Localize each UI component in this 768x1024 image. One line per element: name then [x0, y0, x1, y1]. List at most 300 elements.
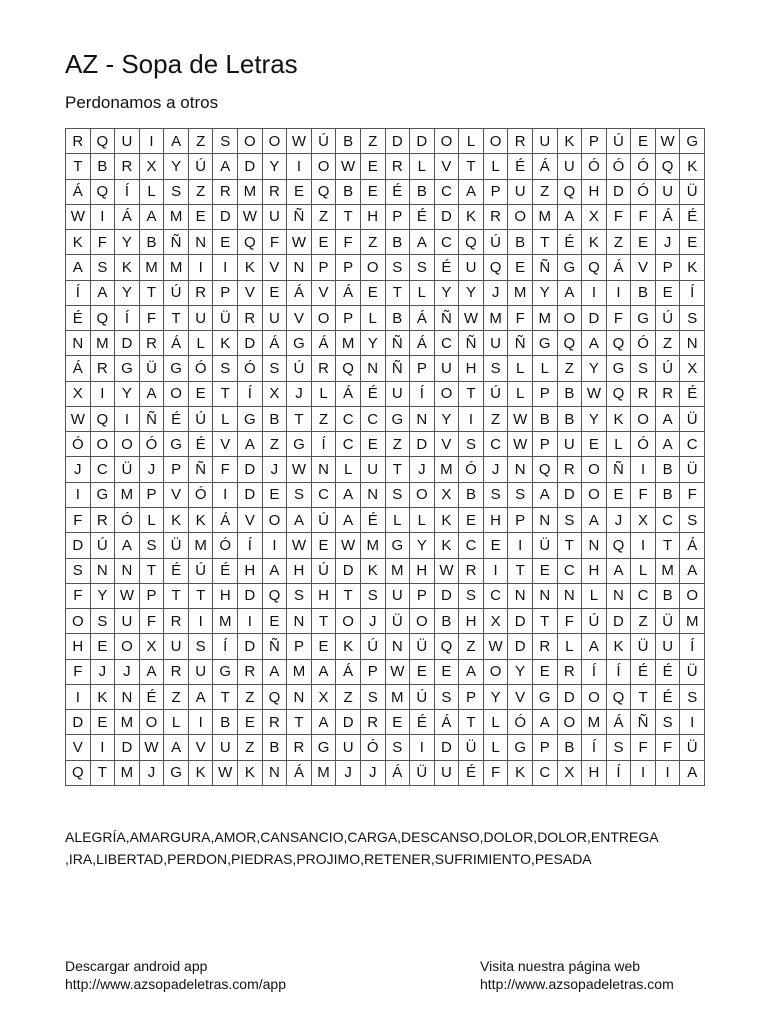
grid-cell: O: [558, 306, 583, 331]
grid-cell: Ú: [312, 559, 337, 584]
grid-cell: B: [656, 457, 681, 482]
grid-cell: G: [164, 761, 189, 786]
grid-cell: Ü: [631, 634, 656, 659]
grid-cell: Á: [656, 205, 681, 230]
grid-cell: R: [386, 154, 411, 179]
grid-cell: C: [312, 483, 337, 508]
grid-cell: Q: [263, 685, 288, 710]
grid-cell: Y: [435, 407, 460, 432]
grid-cell: X: [631, 508, 656, 533]
grid-cell: I: [189, 255, 214, 280]
grid-cell: S: [656, 710, 681, 735]
grid-cell: Í: [680, 281, 705, 306]
grid-cell: E: [607, 483, 632, 508]
grid-cell: I: [631, 533, 656, 558]
grid-cell: O: [582, 685, 607, 710]
grid-cell: B: [459, 483, 484, 508]
grid-cell: A: [680, 761, 705, 786]
grid-cell: Q: [91, 407, 116, 432]
grid-cell: Ñ: [533, 255, 558, 280]
grid-cell: R: [238, 306, 263, 331]
grid-cell: E: [631, 129, 656, 154]
grid-cell: M: [386, 685, 411, 710]
grid-cell: K: [361, 559, 386, 584]
grid-cell: Ü: [680, 407, 705, 432]
grid-cell: O: [631, 407, 656, 432]
grid-cell: Ü: [680, 457, 705, 482]
grid-cell: J: [91, 660, 116, 685]
grid-cell: É: [680, 205, 705, 230]
grid-cell: T: [140, 559, 165, 584]
grid-cell: G: [680, 129, 705, 154]
grid-cell: Ó: [607, 154, 632, 179]
grid-cell: V: [312, 281, 337, 306]
grid-cell: V: [164, 483, 189, 508]
grid-cell: Ü: [410, 761, 435, 786]
grid-cell: Ó: [238, 356, 263, 381]
grid-cell: G: [386, 407, 411, 432]
grid-cell: I: [263, 533, 288, 558]
grid-cell: F: [607, 306, 632, 331]
grid-cell: M: [680, 609, 705, 634]
footer-android-label: Descargar android app: [65, 958, 208, 974]
grid-cell: B: [140, 230, 165, 255]
grid-cell: Í: [607, 660, 632, 685]
grid-cell: Á: [607, 255, 632, 280]
grid-cell: K: [115, 255, 140, 280]
grid-cell: Í: [238, 382, 263, 407]
grid-cell: Q: [91, 306, 116, 331]
grid-cell: R: [115, 154, 140, 179]
grid-cell: N: [115, 685, 140, 710]
grid-cell: E: [533, 559, 558, 584]
grid-cell: Q: [336, 356, 361, 381]
grid-cell: C: [91, 457, 116, 482]
word-list-line-2: ,IRA,LIBERTAD,PERDON,PIEDRAS,PROJIMO,RETENER,SUFRIMIENTO,PESADA: [65, 851, 592, 867]
grid-cell: X: [312, 685, 337, 710]
grid-cell: R: [459, 559, 484, 584]
grid-cell: É: [164, 559, 189, 584]
word-list-line-1: ALEGRÍA,AMARGURA,AMOR,CANSANCIO,CARGA,DESCANSO,DOLOR,DOLOR,ENTREGA: [65, 829, 659, 845]
grid-cell: U: [361, 457, 386, 482]
grid-cell: D: [238, 634, 263, 659]
grid-cell: Q: [66, 761, 91, 786]
grid-cell: Z: [189, 129, 214, 154]
grid-cell: L: [631, 559, 656, 584]
grid-cell: N: [361, 483, 386, 508]
grid-cell: Q: [582, 255, 607, 280]
grid-cell: S: [631, 356, 656, 381]
footer-web: [480, 957, 674, 993]
grid-cell: C: [558, 559, 583, 584]
grid-cell: V: [213, 432, 238, 457]
grid-cell: E: [263, 483, 288, 508]
grid-cell: U: [435, 761, 460, 786]
grid-cell: H: [66, 634, 91, 659]
grid-cell: Ú: [287, 356, 312, 381]
grid-cell: P: [336, 255, 361, 280]
grid-cell: J: [115, 660, 140, 685]
grid-cell: N: [607, 584, 632, 609]
grid-cell: W: [287, 533, 312, 558]
grid-cell: P: [287, 634, 312, 659]
grid-cell: Y: [115, 382, 140, 407]
grid-cell: É: [508, 154, 533, 179]
grid-cell: R: [140, 331, 165, 356]
grid-cell: K: [435, 508, 460, 533]
grid-cell: É: [213, 559, 238, 584]
grid-cell: X: [263, 382, 288, 407]
grid-cell: É: [164, 407, 189, 432]
grid-cell: I: [91, 735, 116, 760]
grid-cell: S: [213, 129, 238, 154]
grid-cell: Á: [66, 180, 91, 205]
grid-cell: L: [410, 154, 435, 179]
grid-cell: W: [213, 761, 238, 786]
grid-cell: K: [336, 634, 361, 659]
grid-cell: L: [558, 634, 583, 659]
grid-cell: S: [213, 356, 238, 381]
grid-cell: F: [508, 306, 533, 331]
grid-cell: I: [508, 533, 533, 558]
grid-cell: J: [361, 609, 386, 634]
grid-cell: L: [508, 382, 533, 407]
grid-cell: N: [386, 634, 411, 659]
grid-cell: A: [410, 230, 435, 255]
grid-cell: C: [459, 533, 484, 558]
grid-cell: U: [386, 382, 411, 407]
grid-cell: Ü: [213, 306, 238, 331]
grid-cell: Q: [533, 457, 558, 482]
grid-cell: I: [91, 382, 116, 407]
grid-cell: M: [140, 255, 165, 280]
grid-cell: E: [189, 382, 214, 407]
grid-cell: B: [656, 584, 681, 609]
grid-cell: S: [680, 685, 705, 710]
grid-cell: D: [66, 710, 91, 735]
grid-cell: D: [435, 205, 460, 230]
grid-cell: S: [459, 432, 484, 457]
grid-cell: Q: [263, 584, 288, 609]
footer-android-link[interactable]: http://www.azsopadeletras.com/app: [65, 976, 287, 992]
grid-cell: X: [680, 356, 705, 381]
grid-cell: G: [164, 356, 189, 381]
grid-cell: E: [361, 180, 386, 205]
grid-cell: W: [386, 660, 411, 685]
grid-cell: Í: [607, 761, 632, 786]
grid-cell: P: [508, 508, 533, 533]
grid-cell: Ñ: [435, 306, 460, 331]
grid-cell: P: [533, 735, 558, 760]
grid-cell: Ó: [508, 710, 533, 735]
grid-cell: K: [680, 154, 705, 179]
grid-cell: P: [410, 584, 435, 609]
grid-cell: D: [238, 457, 263, 482]
grid-cell: T: [533, 609, 558, 634]
grid-cell: J: [656, 230, 681, 255]
page-subtitle: Perdonamos a otros: [65, 93, 219, 112]
grid-cell: E: [582, 432, 607, 457]
grid-cell: V: [238, 508, 263, 533]
grid-cell: R: [484, 205, 509, 230]
grid-cell: I: [410, 735, 435, 760]
grid-cell: U: [189, 306, 214, 331]
grid-cell: Z: [336, 685, 361, 710]
grid-cell: U: [656, 180, 681, 205]
grid-cell: A: [459, 660, 484, 685]
grid-cell: T: [213, 382, 238, 407]
grid-cell: U: [189, 660, 214, 685]
grid-cell: U: [533, 129, 558, 154]
grid-cell: T: [533, 230, 558, 255]
grid-cell: Q: [656, 154, 681, 179]
grid-cell: E: [238, 710, 263, 735]
grid-cell: Y: [484, 685, 509, 710]
grid-cell: Ú: [484, 230, 509, 255]
grid-cell: Ó: [631, 331, 656, 356]
grid-cell: B: [91, 154, 116, 179]
grid-cell: Á: [336, 660, 361, 685]
grid-cell: S: [386, 255, 411, 280]
grid-cell: W: [66, 407, 91, 432]
grid-cell: E: [91, 710, 116, 735]
grid-cell: F: [656, 735, 681, 760]
grid-cell: C: [435, 180, 460, 205]
grid-cell: Ó: [631, 154, 656, 179]
grid-cell: E: [312, 634, 337, 659]
grid-cell: I: [189, 710, 214, 735]
grid-cell: V: [66, 735, 91, 760]
grid-cell: M: [115, 710, 140, 735]
grid-cell: Z: [558, 356, 583, 381]
grid-cell: O: [508, 205, 533, 230]
grid-cell: Ú: [656, 356, 681, 381]
grid-cell: V: [238, 281, 263, 306]
grid-cell: A: [287, 508, 312, 533]
grid-cell: O: [361, 255, 386, 280]
grid-cell: N: [91, 559, 116, 584]
grid-cell: Q: [607, 685, 632, 710]
grid-cell: L: [484, 735, 509, 760]
grid-cell: F: [140, 306, 165, 331]
grid-cell: I: [656, 761, 681, 786]
grid-cell: M: [287, 660, 312, 685]
grid-cell: R: [508, 129, 533, 154]
grid-cell: B: [386, 306, 411, 331]
grid-cell: S: [287, 584, 312, 609]
grid-cell: N: [263, 761, 288, 786]
grid-cell: Z: [238, 735, 263, 760]
grid-cell: U: [263, 205, 288, 230]
grid-cell: G: [558, 255, 583, 280]
grid-cell: L: [607, 432, 632, 457]
grid-cell: T: [213, 685, 238, 710]
grid-cell: Z: [312, 407, 337, 432]
grid-cell: Ó: [459, 457, 484, 482]
grid-cell: O: [435, 382, 460, 407]
grid-cell: X: [582, 205, 607, 230]
grid-cell: E: [533, 660, 558, 685]
grid-cell: B: [508, 230, 533, 255]
grid-cell: O: [66, 609, 91, 634]
grid-cell: B: [435, 609, 460, 634]
grid-cell: C: [484, 584, 509, 609]
grid-cell: Á: [435, 710, 460, 735]
grid-cell: L: [484, 710, 509, 735]
grid-cell: Ó: [631, 180, 656, 205]
grid-cell: P: [533, 382, 558, 407]
grid-cell: G: [164, 432, 189, 457]
grid-cell: I: [66, 685, 91, 710]
grid-cell: Ú: [312, 508, 337, 533]
grid-cell: Z: [459, 634, 484, 659]
grid-cell: G: [213, 660, 238, 685]
grid-cell: D: [435, 735, 460, 760]
grid-cell: A: [582, 634, 607, 659]
grid-cell: T: [336, 205, 361, 230]
grid-cell: W: [484, 634, 509, 659]
grid-cell: W: [582, 382, 607, 407]
grid-cell: S: [558, 508, 583, 533]
grid-cell: O: [115, 634, 140, 659]
grid-cell: E: [484, 533, 509, 558]
grid-cell: F: [263, 230, 288, 255]
grid-cell: É: [361, 508, 386, 533]
grid-cell: B: [213, 710, 238, 735]
grid-cell: X: [558, 761, 583, 786]
grid-cell: E: [263, 609, 288, 634]
grid-cell: Ó: [115, 508, 140, 533]
grid-cell: Y: [115, 230, 140, 255]
grid-cell: V: [508, 685, 533, 710]
grid-cell: T: [459, 382, 484, 407]
grid-cell: W: [287, 230, 312, 255]
grid-cell: Ú: [484, 382, 509, 407]
grid-cell: Y: [164, 154, 189, 179]
grid-cell: O: [263, 129, 288, 154]
grid-cell: G: [312, 735, 337, 760]
grid-cell: S: [484, 483, 509, 508]
grid-cell: N: [287, 255, 312, 280]
grid-cell: W: [459, 306, 484, 331]
grid-cell: S: [484, 356, 509, 381]
grid-cell: H: [459, 356, 484, 381]
grid-cell: Ó: [189, 356, 214, 381]
grid-cell: Ñ: [631, 710, 656, 735]
grid-cell: A: [558, 205, 583, 230]
grid-cell: L: [361, 306, 386, 331]
grid-cell: T: [189, 584, 214, 609]
grid-cell: R: [238, 660, 263, 685]
grid-cell: U: [656, 634, 681, 659]
grid-cell: D: [582, 306, 607, 331]
grid-cell: M: [312, 761, 337, 786]
word-list: [65, 826, 715, 870]
grid-cell: E: [435, 660, 460, 685]
grid-cell: E: [631, 230, 656, 255]
grid-cell: U: [164, 634, 189, 659]
grid-cell: W: [140, 735, 165, 760]
grid-cell: A: [140, 382, 165, 407]
grid-cell: K: [558, 129, 583, 154]
grid-cell: Y: [263, 154, 288, 179]
grid-cell: D: [238, 154, 263, 179]
grid-cell: G: [508, 735, 533, 760]
grid-cell: T: [140, 281, 165, 306]
grid-cell: M: [386, 559, 411, 584]
grid-cell: U: [459, 255, 484, 280]
grid-cell: Ü: [656, 609, 681, 634]
grid-cell: U: [386, 584, 411, 609]
grid-cell: R: [189, 281, 214, 306]
grid-cell: C: [533, 761, 558, 786]
grid-cell: Á: [312, 331, 337, 356]
grid-cell: M: [164, 205, 189, 230]
grid-cell: U: [558, 154, 583, 179]
grid-cell: Á: [336, 281, 361, 306]
grid-cell: P: [410, 356, 435, 381]
grid-cell: I: [213, 483, 238, 508]
grid-cell: E: [656, 281, 681, 306]
grid-cell: P: [484, 180, 509, 205]
grid-cell: K: [238, 255, 263, 280]
grid-cell: I: [484, 559, 509, 584]
footer-web-link[interactable]: http://www.azsopadeletras.com: [480, 976, 674, 992]
grid-cell: Ü: [533, 533, 558, 558]
grid-cell: Í: [66, 281, 91, 306]
grid-cell: T: [164, 306, 189, 331]
grid-cell: O: [484, 660, 509, 685]
grid-cell: Ü: [115, 457, 140, 482]
grid-cell: A: [312, 660, 337, 685]
grid-cell: S: [435, 685, 460, 710]
grid-cell: I: [631, 457, 656, 482]
grid-cell: Í: [238, 533, 263, 558]
grid-cell: I: [91, 205, 116, 230]
grid-cell: Á: [533, 154, 558, 179]
grid-cell: B: [410, 180, 435, 205]
grid-cell: F: [213, 457, 238, 482]
grid-cell: P: [656, 255, 681, 280]
grid-cell: O: [312, 154, 337, 179]
grid-cell: S: [263, 356, 288, 381]
grid-cell: Í: [115, 306, 140, 331]
grid-cell: R: [91, 508, 116, 533]
grid-cell: N: [361, 356, 386, 381]
grid-cell: O: [410, 483, 435, 508]
grid-cell: R: [558, 660, 583, 685]
grid-cell: Z: [656, 331, 681, 356]
grid-cell: F: [336, 230, 361, 255]
grid-cell: G: [115, 356, 140, 381]
grid-cell: Á: [213, 508, 238, 533]
grid-cell: S: [459, 584, 484, 609]
grid-cell: Q: [91, 180, 116, 205]
grid-cell: J: [361, 761, 386, 786]
grid-cell: M: [435, 457, 460, 482]
grid-cell: D: [115, 735, 140, 760]
grid-cell: B: [533, 407, 558, 432]
grid-cell: K: [91, 685, 116, 710]
grid-cell: U: [263, 306, 288, 331]
grid-cell: Q: [435, 634, 460, 659]
grid-cell: T: [386, 457, 411, 482]
grid-cell: I: [631, 761, 656, 786]
grid-cell: A: [459, 180, 484, 205]
grid-cell: L: [140, 508, 165, 533]
grid-cell: Á: [164, 331, 189, 356]
grid-cell: N: [287, 609, 312, 634]
